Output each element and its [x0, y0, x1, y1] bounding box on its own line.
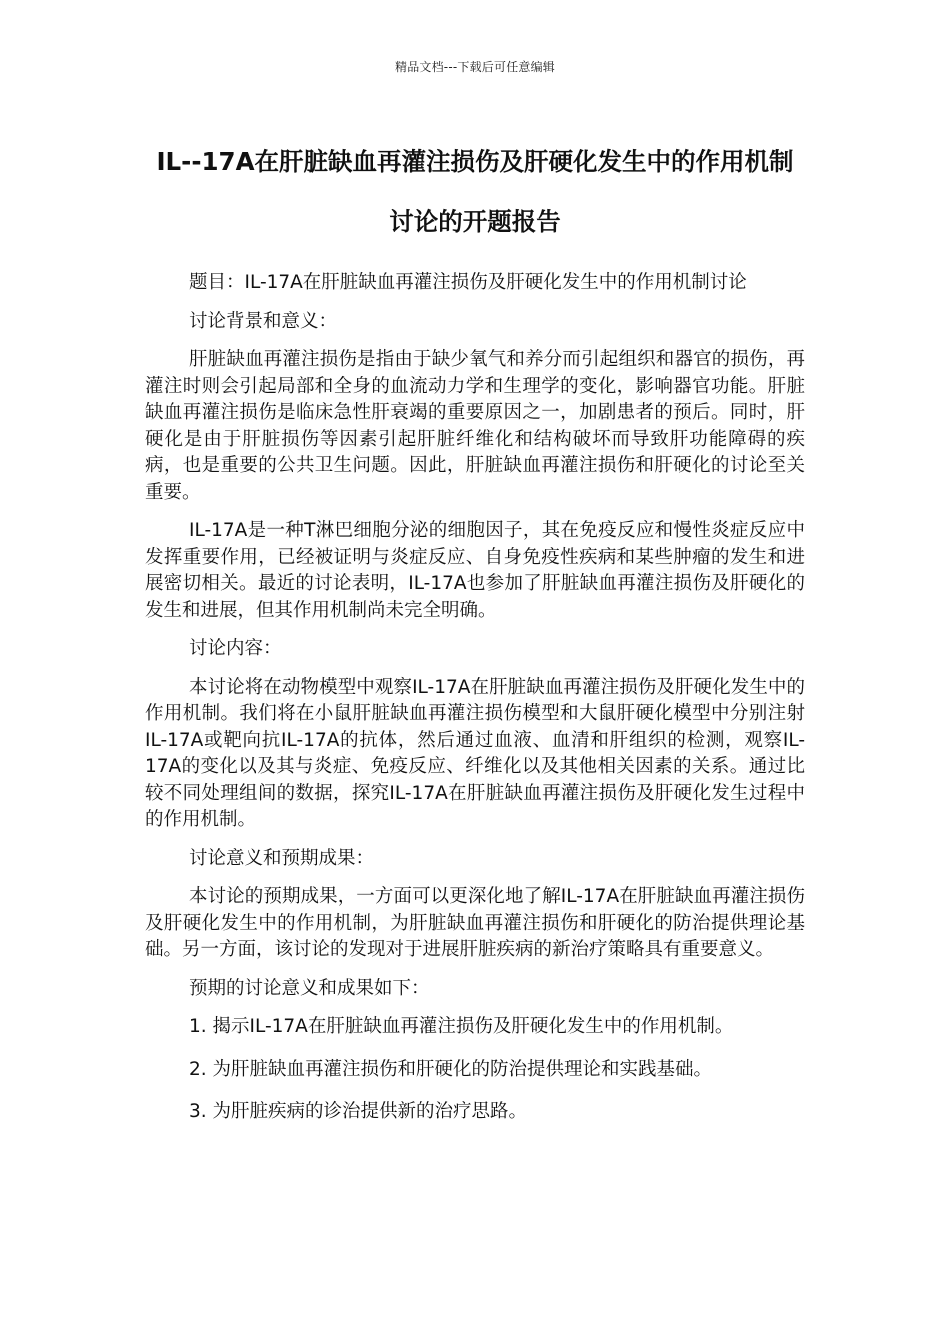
section-heading-significance: 讨论意义和预期成果：	[189, 847, 375, 869]
body-paragraph: 本讨论的预期成果，一方面可以更深化地了解IL-17A在肝脏缺血再灌注损伤及肝硬化发生中的作用机制，为肝脏缺血再灌注损伤和肝硬化的防治提供理论基础。另一方面，该讨论的发现对于进展肝脏疾病的新治疗策略具有重要意义。	[145, 886, 805, 960]
list-item: 2. 为肝脏缺血再灌注损伤和肝硬化的防治提供理论和实践基础。	[189, 1058, 713, 1080]
list-item: 1. 揭示IL-17A在肝脏缺血再灌注损伤及肝硬化发生中的作用机制。	[189, 1016, 734, 1037]
header-note: 精品文档---下载后可任意编辑	[395, 60, 555, 74]
section-heading-background: 讨论背景和意义：	[189, 310, 338, 332]
document-title: IL--17A在肝脏缺血再灌注损伤及肝硬化发生中的作用机制讨论的开题报告	[156, 147, 794, 236]
section-heading-content: 讨论内容：	[189, 638, 282, 659]
body-paragraph: 肝脏缺血再灌注损伤是指由于缺少氧气和养分而引起组织和器官的损伤，再灌注时则会引起局部和全身的血流动力学和生理学的变化，影响器官功能。肝脏缺血再灌注损伤是临床急性肝衰竭的重要原因之一，加剧患者的预后。同时，肝硬化是由于肝脏损伤等因素引起肝脏纤维化和结构破坏而导致肝功能障碍的疾病，也是重要的公共卫生问题。因此，肝脏缺血再灌注损伤和肝硬化的讨论至关重要。	[145, 349, 805, 503]
document-body	[145, 270, 805, 1142]
body-paragraph: IL-17A是一种T淋巴细胞分泌的细胞因子，其在免疫反应和慢性炎症反应中发挥重要作用，已经被证明与炎症反应、自身免疫性疾病和某些肿瘤的发生和进展密切相关。最近的讨论表明，IL-17A也参加了肝脏缺血再灌注损伤及肝硬化的发生和进展，但其作用机制尚未完全明确。	[145, 520, 805, 621]
topic-line: 题目：IL-17A在肝脏缺血再灌注损伤及肝硬化发生中的作用机制讨论	[189, 272, 747, 293]
list-intro: 预期的讨论意义和成果如下：	[189, 977, 430, 999]
body-paragraph: 本讨论将在动物模型中观察IL-17A在肝脏缺血再灌注损伤及肝硬化发生中的作用机制。我们将在小鼠肝脏缺血再灌注损伤模型和大鼠肝硬化模型中分别注射IL-17A或靶向抗IL-17A的抗体，然后通过血液、血清和肝组织的检测，观察IL-17A的变化以及其与炎症、免疫反应、纤维化以及其他相关因素的关系。通过比较不同处理组间的数据，探究IL-17A在肝脏缺血再灌注损伤及肝硬化发生过程中的作用机制。	[145, 676, 806, 830]
list-item: 3. 为肝脏疾病的诊治提供新的治疗思路。	[189, 1101, 528, 1122]
